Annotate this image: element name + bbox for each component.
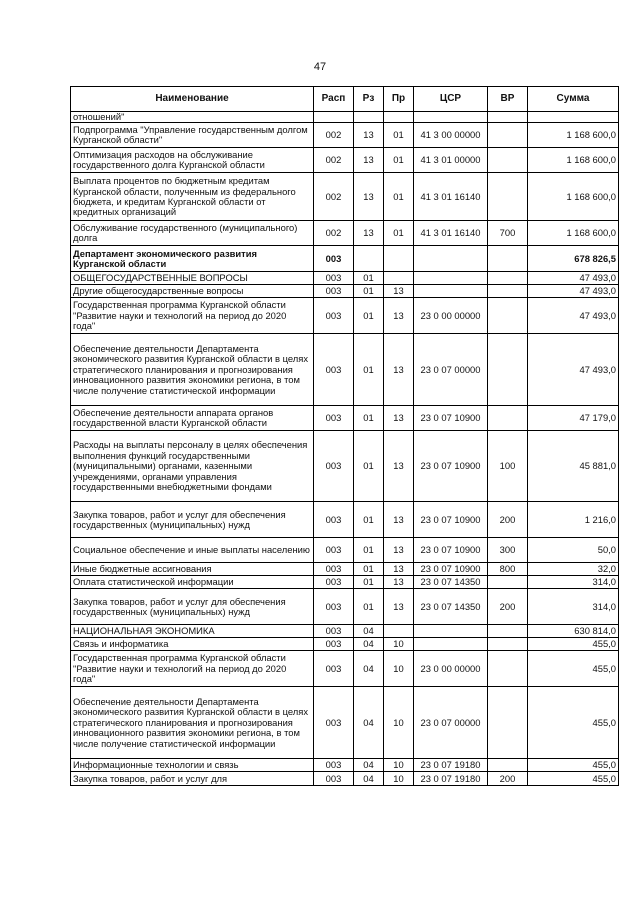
cell-rasp: 002 bbox=[314, 173, 354, 221]
cell-csr: 23 0 00 00000 bbox=[414, 298, 488, 334]
table-row bbox=[71, 246, 619, 272]
cell-sum: 47 493,0 bbox=[528, 272, 619, 285]
table-row bbox=[71, 502, 619, 538]
cell-rz: 04 bbox=[354, 625, 384, 638]
table-row bbox=[71, 772, 619, 786]
header-csr: ЦСР bbox=[414, 87, 488, 112]
cell-rz: 01 bbox=[354, 406, 384, 431]
cell-csr: 41 3 01 00000 bbox=[414, 148, 488, 173]
cell-vr bbox=[488, 687, 528, 759]
cell-vr bbox=[488, 148, 528, 173]
cell-sum: 455,0 bbox=[528, 638, 619, 651]
cell-rz: 04 bbox=[354, 687, 384, 759]
table-row bbox=[71, 272, 619, 285]
header-rasp: Расп bbox=[314, 87, 354, 112]
cell-rasp: 003 bbox=[314, 651, 354, 687]
cell-csr: 23 0 07 10900 bbox=[414, 538, 488, 563]
cell-vr: 300 bbox=[488, 538, 528, 563]
cell-pr bbox=[384, 112, 414, 123]
cell-rz: 01 bbox=[354, 576, 384, 589]
cell-name: Обеспечение деятельности Департамента экономического развития Курганской области в целях стратегического планирования и прогнозирования инновационного развития экономики региона, в том числе получение статистической информации bbox=[71, 334, 314, 406]
header-rz: Рз bbox=[354, 87, 384, 112]
cell-csr: 23 0 07 00000 bbox=[414, 687, 488, 759]
cell-rasp: 003 bbox=[314, 334, 354, 406]
cell-vr bbox=[488, 576, 528, 589]
cell-name: Закупка товаров, работ и услуг для обеспечения государственных (муниципальных) нужд bbox=[71, 502, 314, 538]
cell-rz: 13 bbox=[354, 148, 384, 173]
cell-csr bbox=[414, 112, 488, 123]
cell-vr bbox=[488, 625, 528, 638]
cell-pr: 10 bbox=[384, 759, 414, 772]
cell-rz: 01 bbox=[354, 563, 384, 576]
cell-name: отношений" bbox=[71, 112, 314, 123]
cell-pr bbox=[384, 246, 414, 272]
cell-rasp: 003 bbox=[314, 285, 354, 298]
cell-sum: 1 168 600,0 bbox=[528, 221, 619, 246]
table-row bbox=[71, 221, 619, 246]
cell-name: Подпрограмма "Управление государственным долгом Курганской области" bbox=[71, 123, 314, 148]
cell-pr: 13 bbox=[384, 406, 414, 431]
cell-rz: 01 bbox=[354, 431, 384, 502]
cell-rasp: 003 bbox=[314, 406, 354, 431]
cell-pr: 13 bbox=[384, 563, 414, 576]
cell-vr bbox=[488, 272, 528, 285]
cell-name: Оптимизация расходов на обслуживание государственного долга Курганской области bbox=[71, 148, 314, 173]
cell-rasp: 003 bbox=[314, 589, 354, 625]
cell-pr: 10 bbox=[384, 651, 414, 687]
cell-csr bbox=[414, 272, 488, 285]
cell-name: Оплата статистической информации bbox=[71, 576, 314, 589]
cell-vr bbox=[488, 638, 528, 651]
cell-csr: 23 0 07 10900 bbox=[414, 563, 488, 576]
table-row bbox=[71, 285, 619, 298]
cell-pr: 13 bbox=[384, 285, 414, 298]
cell-rasp: 003 bbox=[314, 772, 354, 786]
cell-rz bbox=[354, 112, 384, 123]
table-row bbox=[71, 431, 619, 502]
cell-pr: 13 bbox=[384, 502, 414, 538]
cell-sum: 50,0 bbox=[528, 538, 619, 563]
page-number: 47 bbox=[313, 61, 327, 73]
table-row bbox=[71, 589, 619, 625]
cell-csr: 41 3 01 16140 bbox=[414, 221, 488, 246]
cell-rasp bbox=[314, 112, 354, 123]
cell-name: ОБЩЕГОСУДАРСТВЕННЫЕ ВОПРОСЫ bbox=[71, 272, 314, 285]
cell-pr: 13 bbox=[384, 431, 414, 502]
cell-vr: 200 bbox=[488, 502, 528, 538]
cell-rz: 04 bbox=[354, 651, 384, 687]
cell-csr: 23 0 07 10900 bbox=[414, 502, 488, 538]
cell-name: Информационные технологии и связь bbox=[71, 759, 314, 772]
cell-rz bbox=[354, 246, 384, 272]
cell-rz: 13 bbox=[354, 173, 384, 221]
cell-vr bbox=[488, 334, 528, 406]
cell-sum: 455,0 bbox=[528, 651, 619, 687]
cell-csr: 23 0 07 19180 bbox=[414, 772, 488, 786]
cell-sum: 455,0 bbox=[528, 759, 619, 772]
cell-rasp: 002 bbox=[314, 221, 354, 246]
cell-csr: 23 0 07 00000 bbox=[414, 334, 488, 406]
cell-rz: 01 bbox=[354, 538, 384, 563]
cell-rasp: 002 bbox=[314, 123, 354, 148]
cell-vr bbox=[488, 285, 528, 298]
cell-pr: 01 bbox=[384, 221, 414, 246]
table-row bbox=[71, 687, 619, 759]
cell-name: Департамент экономического развития Курганской области bbox=[71, 246, 314, 272]
cell-vr bbox=[488, 112, 528, 123]
cell-vr: 200 bbox=[488, 589, 528, 625]
cell-sum: 47 493,0 bbox=[528, 285, 619, 298]
cell-rasp: 003 bbox=[314, 687, 354, 759]
cell-sum: 1 216,0 bbox=[528, 502, 619, 538]
table-row bbox=[71, 625, 619, 638]
cell-rasp: 003 bbox=[314, 272, 354, 285]
cell-csr: 41 3 00 00000 bbox=[414, 123, 488, 148]
table-row bbox=[71, 112, 619, 123]
cell-sum: 314,0 bbox=[528, 589, 619, 625]
table-row bbox=[71, 576, 619, 589]
table-row bbox=[71, 563, 619, 576]
cell-vr bbox=[488, 123, 528, 148]
cell-rasp: 003 bbox=[314, 759, 354, 772]
cell-csr: 23 0 07 14350 bbox=[414, 576, 488, 589]
cell-pr: 10 bbox=[384, 638, 414, 651]
budget-table bbox=[70, 86, 619, 786]
cell-pr: 10 bbox=[384, 687, 414, 759]
cell-pr: 01 bbox=[384, 123, 414, 148]
cell-pr: 01 bbox=[384, 173, 414, 221]
table-row bbox=[71, 148, 619, 173]
cell-vr bbox=[488, 651, 528, 687]
cell-name: Закупка товаров, работ и услуг для обеспечения государственных (муниципальных) нужд bbox=[71, 589, 314, 625]
cell-sum: 1 168 600,0 bbox=[528, 123, 619, 148]
cell-sum: 47 493,0 bbox=[528, 298, 619, 334]
cell-rasp: 003 bbox=[314, 625, 354, 638]
cell-vr bbox=[488, 173, 528, 221]
cell-csr bbox=[414, 638, 488, 651]
cell-name: Государственная программа Курганской области "Развитие науки и технологий на период до 2020 года" bbox=[71, 651, 314, 687]
cell-rasp: 002 bbox=[314, 148, 354, 173]
cell-sum: 455,0 bbox=[528, 687, 619, 759]
cell-name: Выплата процентов по бюджетным кредитам Курганской области, полученным из федерального бюджета, и кредитам Курганской области от кредитных организаций bbox=[71, 173, 314, 221]
cell-pr: 10 bbox=[384, 772, 414, 786]
cell-sum: 1 168 600,0 bbox=[528, 173, 619, 221]
cell-name: НАЦИОНАЛЬНАЯ ЭКОНОМИКА bbox=[71, 625, 314, 638]
table-row bbox=[71, 759, 619, 772]
cell-pr: 13 bbox=[384, 576, 414, 589]
cell-rz: 13 bbox=[354, 123, 384, 148]
header-pr: Пр bbox=[384, 87, 414, 112]
cell-rz: 01 bbox=[354, 589, 384, 625]
cell-sum: 32,0 bbox=[528, 563, 619, 576]
cell-sum: 1 168 600,0 bbox=[528, 148, 619, 173]
cell-rasp: 003 bbox=[314, 563, 354, 576]
cell-vr bbox=[488, 246, 528, 272]
cell-vr: 100 bbox=[488, 431, 528, 502]
cell-rasp: 003 bbox=[314, 298, 354, 334]
table-row bbox=[71, 406, 619, 431]
cell-sum: 45 881,0 bbox=[528, 431, 619, 502]
cell-name: Обеспечение деятельности Департамента экономического развития Курганской области в целях стратегического планирования и прогнозирования инновационного развития экономики региона, в том числе получение статистической информации bbox=[71, 687, 314, 759]
cell-sum: 47 493,0 bbox=[528, 334, 619, 406]
table-row bbox=[71, 538, 619, 563]
cell-pr: 01 bbox=[384, 148, 414, 173]
table-header-row bbox=[71, 87, 619, 112]
cell-csr bbox=[414, 246, 488, 272]
cell-vr: 200 bbox=[488, 772, 528, 786]
cell-name: Связь и информатика bbox=[71, 638, 314, 651]
cell-name: Другие общегосударственные вопросы bbox=[71, 285, 314, 298]
cell-pr: 13 bbox=[384, 334, 414, 406]
cell-pr bbox=[384, 625, 414, 638]
table-row bbox=[71, 651, 619, 687]
cell-csr: 23 0 07 14350 bbox=[414, 589, 488, 625]
cell-rz: 01 bbox=[354, 285, 384, 298]
cell-rz: 04 bbox=[354, 772, 384, 786]
cell-sum: 455,0 bbox=[528, 772, 619, 786]
cell-name: Закупка товаров, работ и услуг для bbox=[71, 772, 314, 786]
table-row bbox=[71, 638, 619, 651]
table-row bbox=[71, 123, 619, 148]
header-vr: ВР bbox=[488, 87, 528, 112]
cell-rasp: 003 bbox=[314, 638, 354, 651]
table-row bbox=[71, 173, 619, 221]
cell-csr: 23 0 07 10900 bbox=[414, 406, 488, 431]
cell-name: Обеспечение деятельности аппарата органов государственной власти Курганской области bbox=[71, 406, 314, 431]
cell-pr: 13 bbox=[384, 538, 414, 563]
cell-csr bbox=[414, 285, 488, 298]
cell-sum bbox=[528, 112, 619, 123]
cell-csr: 41 3 01 16140 bbox=[414, 173, 488, 221]
cell-rasp: 003 bbox=[314, 538, 354, 563]
cell-rz: 01 bbox=[354, 298, 384, 334]
cell-vr bbox=[488, 298, 528, 334]
cell-vr bbox=[488, 759, 528, 772]
header-sum: Сумма bbox=[528, 87, 619, 112]
cell-rasp: 003 bbox=[314, 576, 354, 589]
table-row bbox=[71, 334, 619, 406]
header-name: Наименование bbox=[71, 87, 314, 112]
cell-name: Расходы на выплаты персоналу в целях обеспечения выполнения функций государственными (муниципальными) органами, казенными учреждениями, органами управления государственными внебюджетными фондами bbox=[71, 431, 314, 502]
cell-csr: 23 0 07 19180 bbox=[414, 759, 488, 772]
cell-rz: 01 bbox=[354, 334, 384, 406]
cell-pr bbox=[384, 272, 414, 285]
cell-sum: 678 826,5 bbox=[528, 246, 619, 272]
cell-sum: 47 179,0 bbox=[528, 406, 619, 431]
cell-csr bbox=[414, 625, 488, 638]
cell-sum: 314,0 bbox=[528, 576, 619, 589]
cell-name: Иные бюджетные ассигнования bbox=[71, 563, 314, 576]
cell-rasp: 003 bbox=[314, 502, 354, 538]
cell-name: Государственная программа Курганской области "Развитие науки и технологий на период до 2020 года" bbox=[71, 298, 314, 334]
cell-rz: 13 bbox=[354, 221, 384, 246]
cell-rz: 04 bbox=[354, 638, 384, 651]
cell-rz: 01 bbox=[354, 502, 384, 538]
cell-vr bbox=[488, 406, 528, 431]
cell-vr: 700 bbox=[488, 221, 528, 246]
cell-sum: 630 814,0 bbox=[528, 625, 619, 638]
cell-rasp: 003 bbox=[314, 431, 354, 502]
cell-rz: 04 bbox=[354, 759, 384, 772]
cell-name: Обслуживание государственного (муниципального) долга bbox=[71, 221, 314, 246]
cell-rasp: 003 bbox=[314, 246, 354, 272]
cell-rz: 01 bbox=[354, 272, 384, 285]
cell-csr: 23 0 07 10900 bbox=[414, 431, 488, 502]
cell-csr: 23 0 00 00000 bbox=[414, 651, 488, 687]
cell-vr: 800 bbox=[488, 563, 528, 576]
cell-pr: 13 bbox=[384, 589, 414, 625]
cell-pr: 13 bbox=[384, 298, 414, 334]
cell-name: Социальное обеспечение и иные выплаты населению bbox=[71, 538, 314, 563]
table-row bbox=[71, 298, 619, 334]
